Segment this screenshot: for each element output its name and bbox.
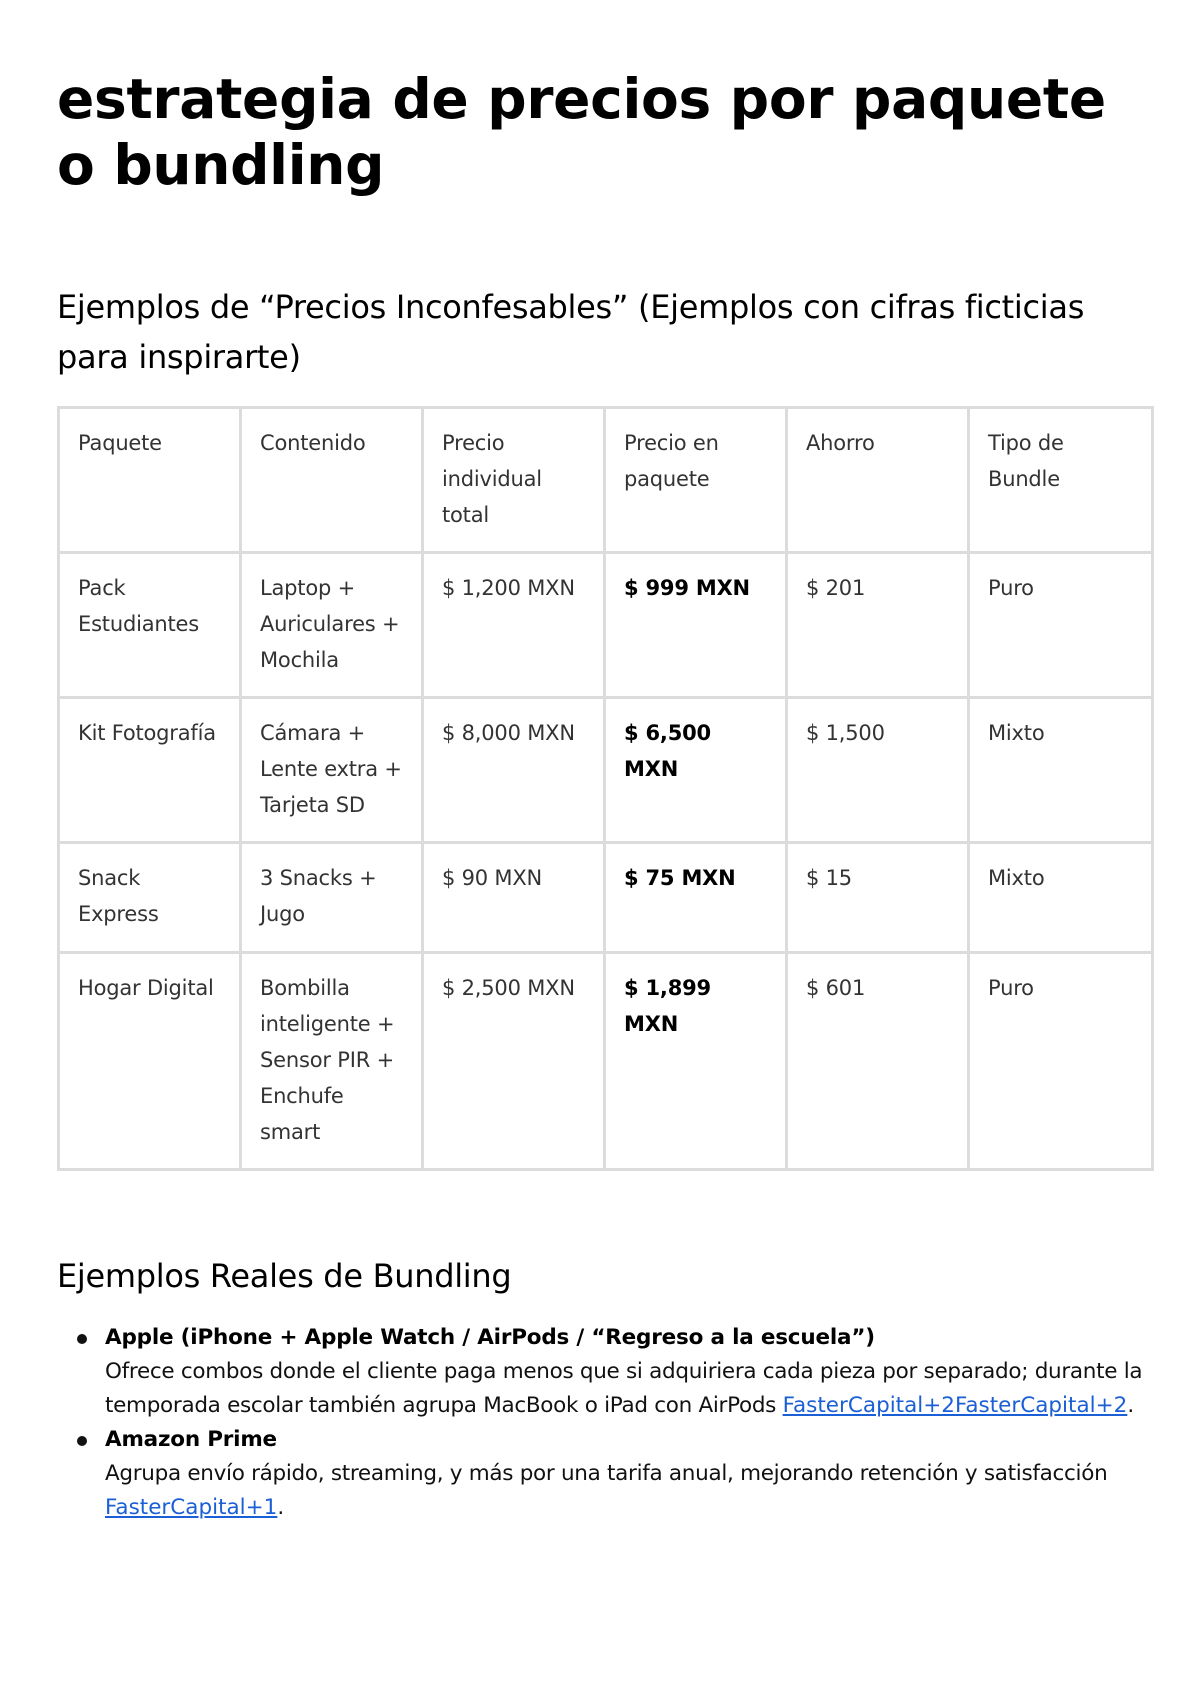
cell-package: Kit Fotografía [59, 698, 241, 843]
cell-content: Cámara + Lente extra + Tarjeta SD [241, 698, 423, 843]
list-item-suffix: . [277, 1495, 285, 1520]
cell-content: Laptop + Auriculares + Mochila [241, 553, 423, 698]
real-examples-list [57, 1321, 1146, 1525]
cell-package: Hogar Digital [59, 953, 241, 1170]
cell-individual-price: $ 90 MXN [423, 843, 605, 953]
list-item [57, 1423, 1146, 1525]
cell-bundle-type: Puro [969, 953, 1153, 1170]
cell-package: Pack Estudiantes [59, 553, 241, 698]
cell-individual-price: $ 2,500 MXN [423, 953, 605, 1170]
list-item-title: Amazon Prime [105, 1427, 277, 1452]
cell-individual-price: $ 8,000 MXN [423, 698, 605, 843]
section-heading-fictional: Ejemplos de “Precios Inconfesables” (Ejemplos con cifras ficticias para inspirarte) [57, 288, 1085, 376]
table-row [59, 553, 1153, 698]
source-link[interactable]: FasterCapital+2FasterCapital+2 [782, 1393, 1128, 1418]
cell-bundle-price: $ 75 MXN [605, 843, 787, 953]
list-item [57, 1321, 1146, 1423]
list-item-text: Ofrece combos donde el cliente paga menos que si adquiriera cada pieza por separado; durante la temporada escolar también agrupa MacBook o iPad con AirPods [105, 1359, 1143, 1418]
cell-savings: $ 1,500 [787, 698, 969, 843]
cell-bundle-type: Mixto [969, 843, 1153, 953]
table-row [59, 953, 1153, 1170]
cell-content: 3 Snacks + Jugo [241, 843, 423, 953]
header-cell: Contenido [241, 408, 423, 553]
table-row [59, 698, 1153, 843]
header-cell: Tipo de Bundle [969, 408, 1153, 553]
bullet-icon [77, 1334, 87, 1344]
header-cell: Precio individual total [423, 408, 605, 553]
bundles-table [57, 406, 1154, 1171]
cell-savings: $ 15 [787, 843, 969, 953]
cell-package: Snack Express [59, 843, 241, 953]
list-item-title: Apple (iPhone + Apple Watch / AirPods / “Regreso a la escuela”) [105, 1325, 875, 1350]
table-row [59, 843, 1153, 953]
cell-bundle-price: $ 999 MXN [605, 553, 787, 698]
header-cell: Ahorro [787, 408, 969, 553]
list-item-text: Agrupa envío rápido, streaming, y más por una tarifa anual, mejorando retención y satisfacción [105, 1461, 1108, 1486]
cell-individual-price: $ 1,200 MXN [423, 553, 605, 698]
page-title: estrategia de precios por paquete o bundling [57, 67, 1106, 197]
list-item-suffix: . [1127, 1393, 1135, 1418]
cell-savings: $ 201 [787, 553, 969, 698]
bullet-icon [77, 1436, 87, 1446]
cell-savings: $ 601 [787, 953, 969, 1170]
cell-bundle-price: $ 6,500 MXN [605, 698, 787, 843]
cell-content: Bombilla inteligente + Sensor PIR + Enchufe smart [241, 953, 423, 1170]
header-cell: Precio en paquete [605, 408, 787, 553]
cell-bundle-price: $ 1,899 MXN [605, 953, 787, 1170]
cell-bundle-type: Puro [969, 553, 1153, 698]
table-header-row [59, 408, 1153, 553]
cell-bundle-type: Mixto [969, 698, 1153, 843]
source-link[interactable]: FasterCapital+1 [105, 1495, 278, 1520]
section-heading-real: Ejemplos Reales de Bundling [57, 1257, 512, 1295]
header-cell: Paquete [59, 408, 241, 553]
